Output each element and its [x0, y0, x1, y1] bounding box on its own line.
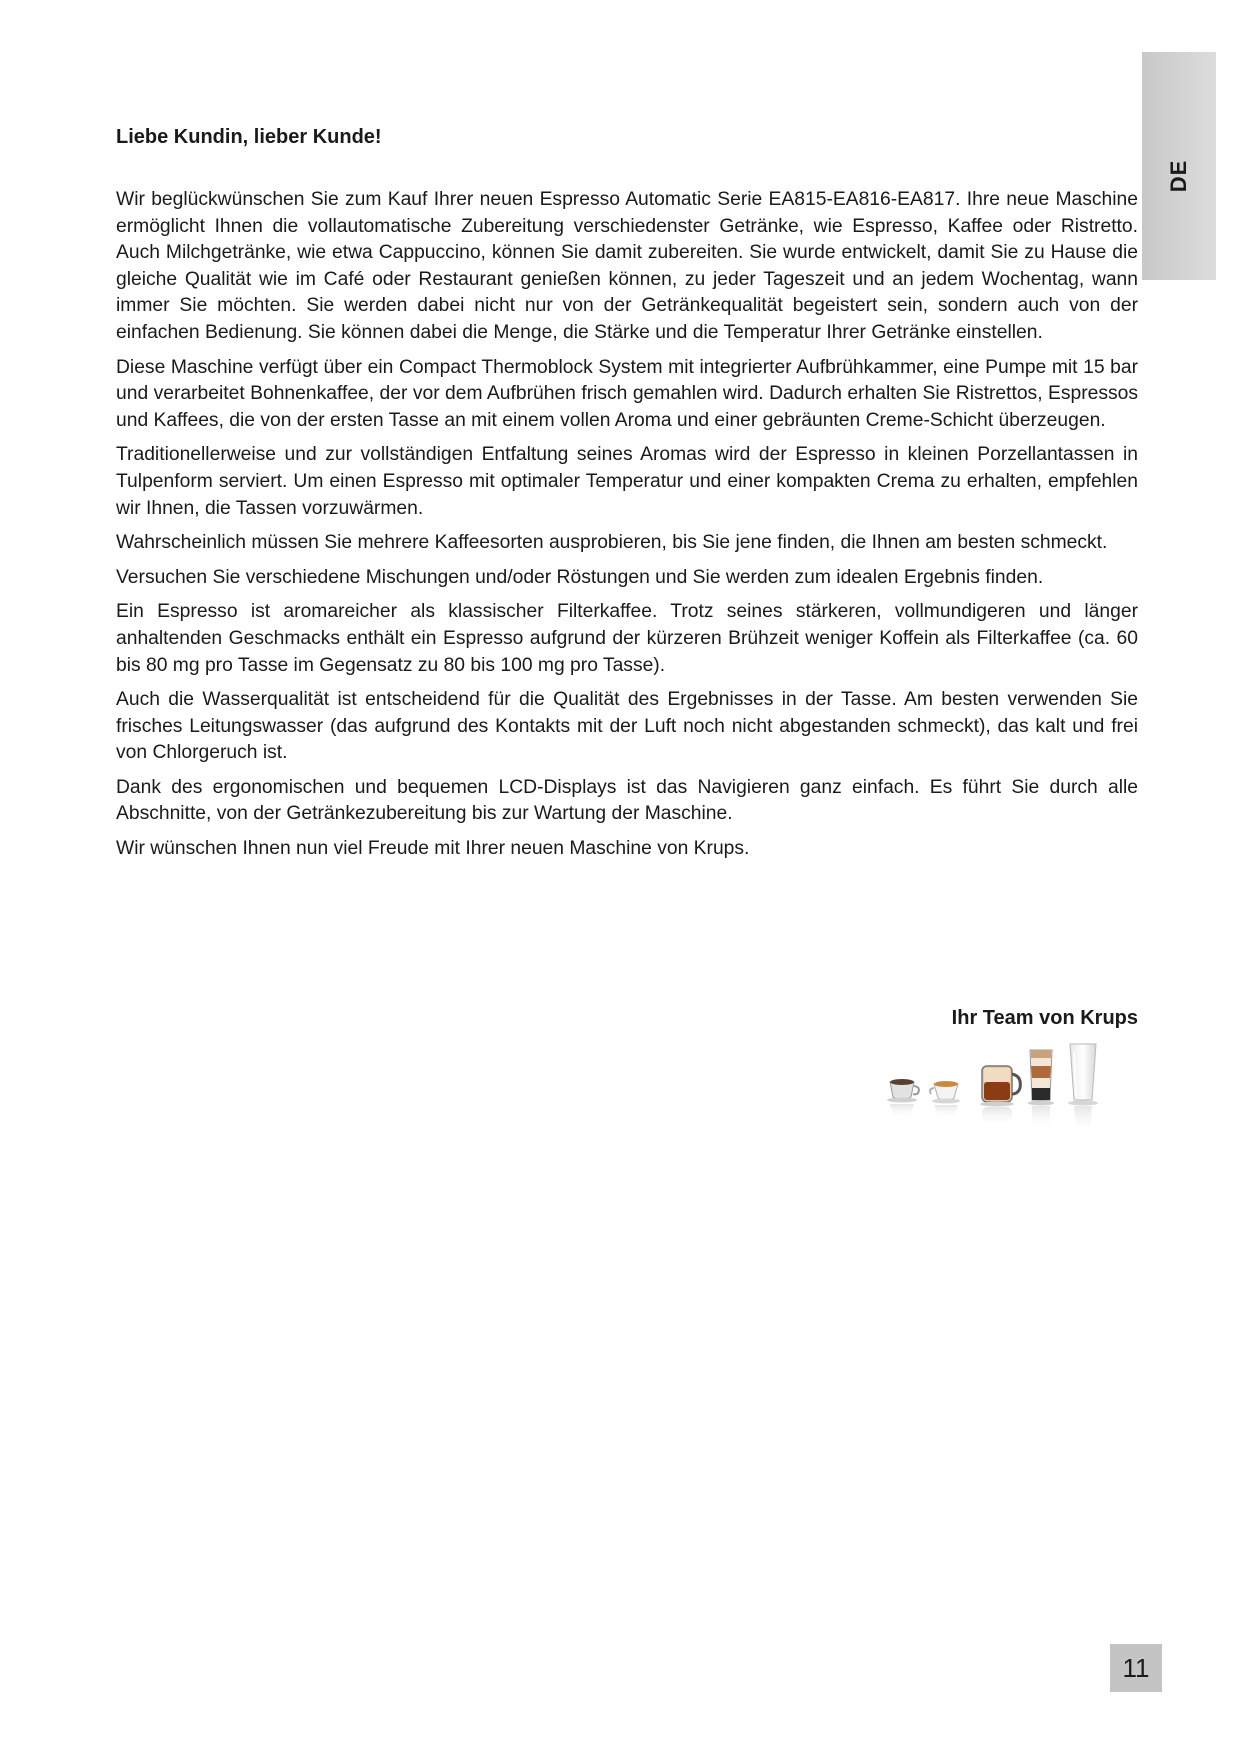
espresso-cup-icon	[887, 1079, 919, 1118]
paragraph-7: Auch die Wasserqualität ist entscheidend für die Qualität des Ergebnisses in der Tasse. Am besten verwenden Sie frisches Leitungswasser (das aufgrund des Kontakts mit der Luft noch nicht abgestanden schmeckt), das kalt und frei von Chlorgeruch ist.	[116, 689, 1138, 764]
paragraph-9: Wir wünschen Ihnen nun viel Freude mit Ihrer neuen Maschine von Krups.	[116, 838, 750, 860]
letter-body	[116, 126, 1138, 871]
milk-glass-icon	[1068, 1044, 1098, 1134]
paragraph-6: Ein Espresso ist aromareicher als klassischer Filterkaffee. Trotz seines stärkeren, vollmundigeren und länger anhaltenden Geschmacks enthält ein Espresso aufgrund der kürzeren Brühzeit weniger Koffein als Filterkaffee (ca. 60 bis 80 mg pro Tasse im Gegensatz zu 80 bis 100 mg pro Tasse).	[116, 601, 1138, 676]
signature: Ihr Team von Krups	[951, 1007, 1138, 1029]
paragraph-4: Wahrscheinlich müssen Sie mehrere Kaffeesorten ausprobieren, bis Sie jene finden, die Ihnen am besten schmeckt.	[116, 532, 1108, 554]
latte-glass-icon	[1028, 1050, 1054, 1130]
language-tab	[1142, 52, 1216, 280]
coffee-glass-icon	[980, 1066, 1020, 1127]
paragraph-3: Traditionellerweise und zur vollständigen Entfaltung seines Aromas wird der Espresso in kleinen Porzellantassen in Tulpenform serviert. Um einen Espresso mit optimaler Temperatur und einer kompakten Crema zu erhalten, empfehlen wir Ihnen, die Tassen vorzuwärmen.	[116, 444, 1138, 519]
paragraph-8: Dank des ergonomischen und bequemen LCD-Displays ist das Navigieren ganz einfach. Es führt Sie durch alle Abschnitte, von der Getränkezubereitung bis zur Wartung der Maschine.	[116, 776, 1138, 825]
paragraph-2: Diese Maschine verfügt über ein Compact Thermoblock System mit integrierter Aufbrühkammer, eine Pumpe mit 15 bar und verarbeitet Bohnenkaffee, der vor dem Aufbrühen frisch gemahlen wird. Dadurch erhalten Sie Ristrettos, Espressos und Kaffees, die von der ersten Tasse an mit einem vollen Aroma und einer gebräunten Creme-Schicht überzeugen.	[116, 356, 1138, 431]
paragraph-1: Wir beglückwünschen Sie zum Kauf Ihrer neuen Espresso Automatic Serie EA815-EA816-EA817. Ihre neue Maschine ermöglicht Ihnen die vollautomatische Zubereitung verschiedenster Getränke, wie Espresso, Kaffee oder Ristretto. Auch Milchgetränke, wie etwa Cappuccino, können Sie damit zubereiten. Sie wurde entwickelt, damit Sie zu Hause die gleiche Qualität wie im Café oder Restaurant genießen können, zu jeder Tageszeit und an jedem Wochentag, wann immer Sie möchten. Sie werden dabei nicht nur von der Getränkequalität begeistert sein, sondern auch von der einfachen Bedienung. Sie können dabei die Menge, die Stärke und die Temperatur Ihrer Getränke einstellen.	[116, 189, 1138, 343]
greeting-heading: Liebe Kundin, lieber Kunde!	[116, 126, 382, 148]
ristretto-cup-icon	[930, 1081, 960, 1118]
language-tab-label: DE	[1166, 159, 1191, 193]
coffee-cups-illustration	[884, 1042, 1138, 1142]
paragraph-5: Versuchen Sie verschiedene Mischungen und/oder Röstungen und Sie werden zum idealen Ergebnis finden.	[116, 566, 1044, 588]
page-number: 11	[1110, 1644, 1162, 1692]
